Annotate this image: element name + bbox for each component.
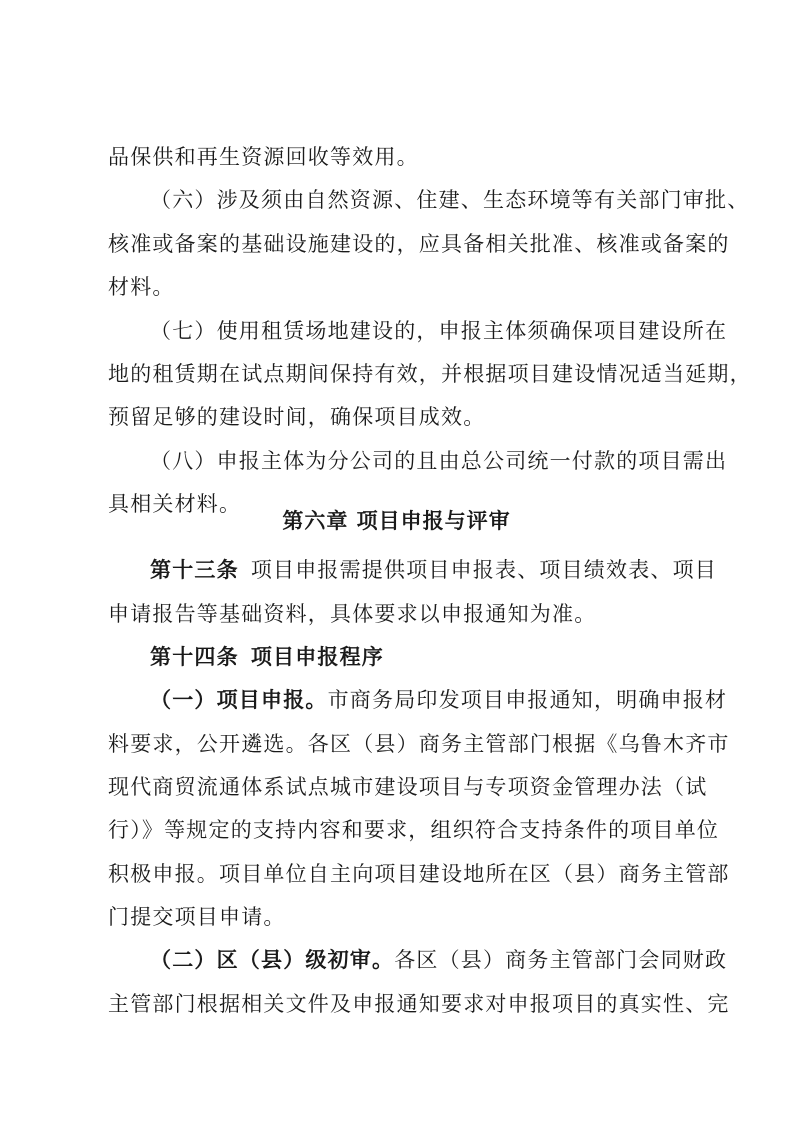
paragraph-line: 品保供和再生资源回收等效用。	[108, 145, 419, 169]
paragraph-line: 具相关材料。	[108, 492, 242, 516]
paragraph-line: （六）涉及须由自然资源、住建、生态环境等有关部门审批、	[150, 188, 750, 212]
article-14-line	[150, 637, 693, 677]
paragraph-line: 核准或备案的基础设施建设的，应具备相关批准、核准或备案的	[108, 232, 730, 256]
item-2-text: 各区（县）商务主管部门会同财政	[394, 948, 728, 972]
chapter-heading: 第六章 项目申报与评审	[282, 509, 511, 533]
article-13-line	[150, 550, 718, 590]
item-1-line	[150, 680, 728, 720]
item-2-line	[150, 940, 728, 980]
paragraph-line: 门提交项目申请。	[108, 905, 286, 929]
article-14-label: 第十四条	[150, 645, 239, 669]
article-14-title: 项目申报程序	[250, 645, 385, 669]
paragraph-line: （八）申报主体为分公司的且由总公司统一付款的项目需出	[150, 449, 728, 473]
paragraph-line: 现代商贸流通体系试点城市建设项目与专项资金管理办法（试	[108, 775, 708, 799]
paragraph-line: 主管部门根据相关文件及申报通知要求对申报项目的真实性、完	[108, 992, 730, 1016]
paragraph-line: 材料。	[108, 275, 175, 299]
article-13-text: 项目申报需提供项目申报表、项目绩效表、项目	[250, 558, 718, 582]
paragraph-line: （七）使用租赁场地建设的，申报主体须确保项目建设所在	[150, 319, 728, 343]
paragraph-line: 料要求，公开遴选。各区（县）商务主管部门根据《乌鲁木齐市	[108, 732, 730, 756]
paragraph-line: 行）》等规定的支持内容和要求，组织符合支持条件的项目单位	[108, 818, 720, 842]
paragraph-line: 积极申报。项目单位自主向项目建设地所在区（县）商务主管部	[108, 862, 730, 886]
item-1-text: 市商务局印发项目申报通知，明确申报材	[327, 688, 728, 712]
paragraph-line: 地的租赁期在试点期间保持有效，并根据项目建设情况适当延期，	[108, 362, 752, 386]
item-1-label: （一）项目申报。	[150, 688, 328, 712]
paragraph-line: 预留足够的建设时间，确保项目成效。	[108, 405, 486, 429]
item-2-label: （二）区（县）级初审。	[150, 948, 395, 972]
paragraph-line: 申请报告等基础资料，具体要求以申报通知为准。	[108, 602, 597, 626]
article-13-label: 第十三条	[150, 558, 239, 582]
